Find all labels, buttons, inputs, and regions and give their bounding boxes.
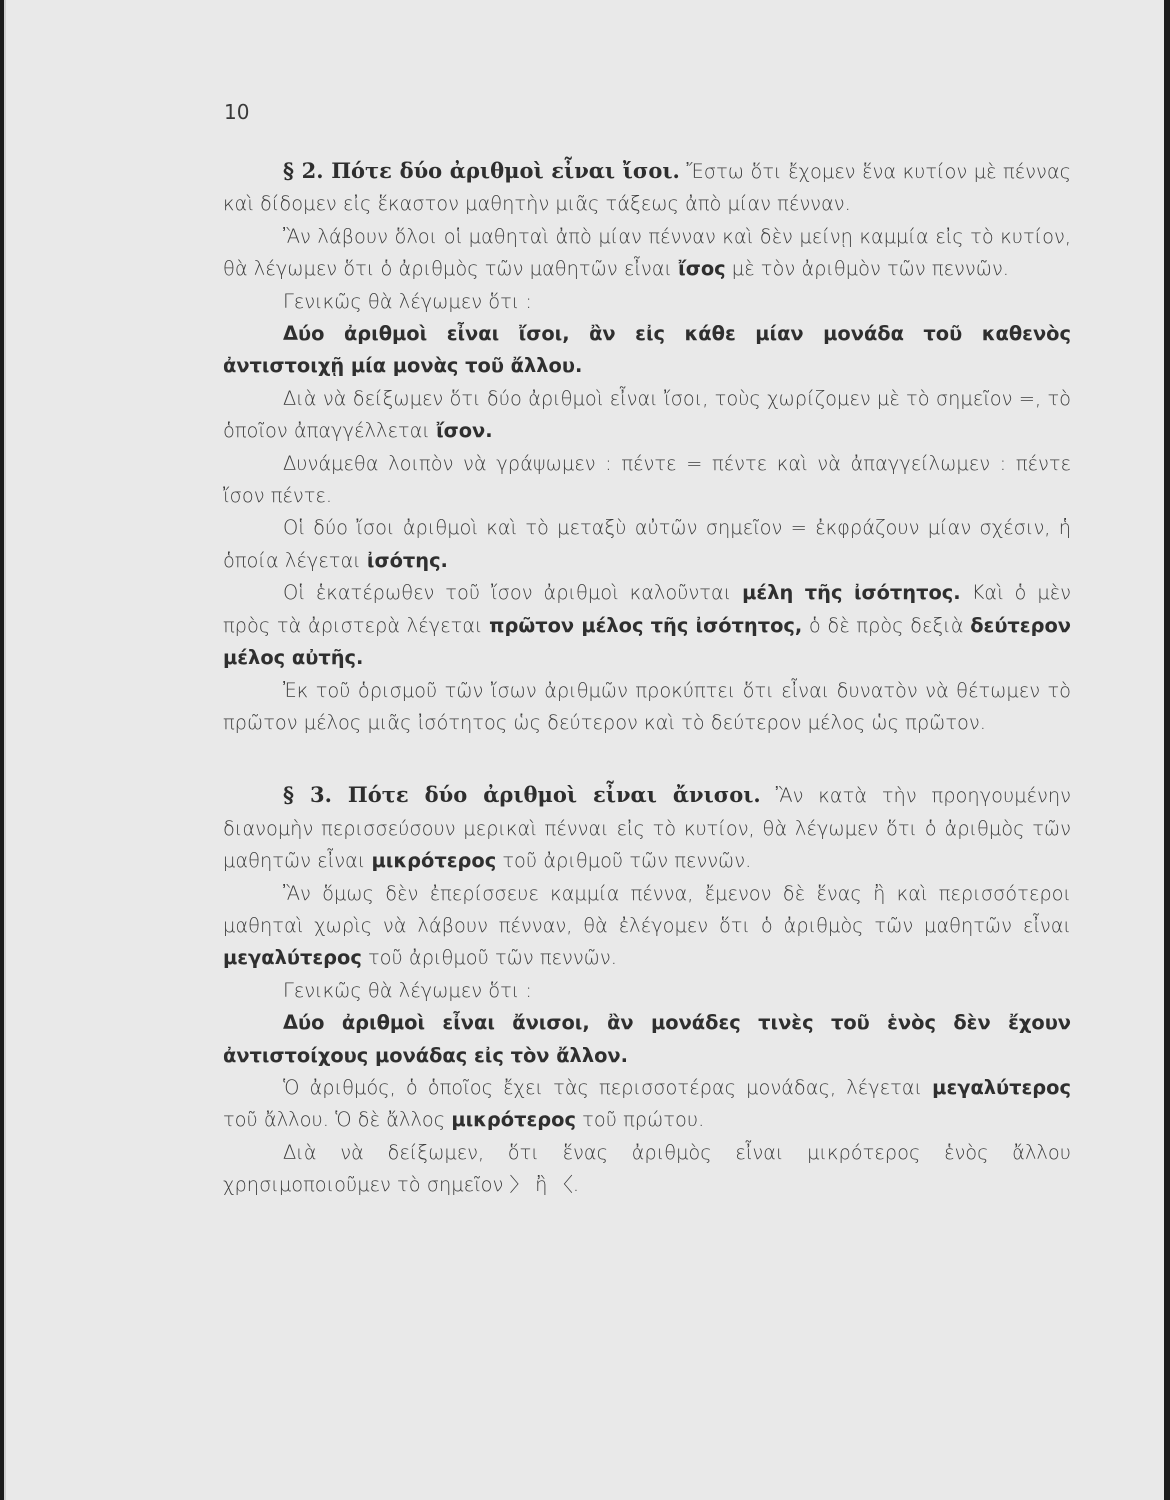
- page-body: [223, 155, 1071, 1202]
- section-2-heading: § 2. Πότε δύο ἀριθμοὶ εἶναι ἴσοι.: [283, 158, 680, 183]
- section-3-intro-paragraph: § 3. Πότε δύο ἀριθμοὶ εἶναι ἄνισοι. Ἂν κατὰ τὴν προηγουμένην διανομὴν περισσεύσουν μερικαὶ πένναι εἰς τὸ κυτίον, θὰ λέγωμεν ὅτι ὁ ἀριθμὸς τῶν μαθητῶν εἶναι μικρότερος τοῦ ἀριθμοῦ τῶν πεννῶν.: [223, 782, 1071, 873]
- paragraph: Ὁ ἀριθμός, ὁ ὁποῖος ἔχει τὰς περισσοτέρας μονάδας, λέγεται μεγαλύτερος τοῦ ἄλλου. Ὁ δὲ ἄλλος μικρότερος τοῦ πρώτου.: [223, 1075, 1071, 1132]
- paragraph: Γενικῶς θὰ λέγωμεν ὅτι :: [283, 289, 532, 313]
- paragraph: Διὰ νὰ δείξωμεν, ὅτι ἕνας ἀριθμὸς εἶναι μικρότερος ἑνὸς ἄλλου χρησιμοποιοῦμεν τὸ σημεῖον 〉 ἢ 〈.: [223, 1140, 1071, 1197]
- page-number: 10: [224, 100, 250, 124]
- book-page: [4, 0, 1164, 1500]
- definition-unequal-numbers: Δύο ἀριθμοὶ εἶναι ἄνισοι, ἂν μονάδες τινὲς τοῦ ἑνὸς δὲν ἔχουν ἀντιστοίχους μονάδας εἰς τὸν ἄλλον.: [223, 1011, 1071, 1067]
- section-2-intro-paragraph: § 2. Πότε δύο ἀριθμοὶ εἶναι ἴσοι. Ἔστω ὅτι ἔχομεν ἕνα κυτίον μὲ πέννας καὶ δίδομεν εἰς ἕκαστον μαθητὴν μιᾶς τάξεως ἀπὸ μίαν πένναν.: [223, 158, 1071, 216]
- paragraph: Δυνάμεθα λοιπὸν νὰ γράψωμεν : πέντε = πέντε καὶ νὰ ἀπαγγείλωμεν : πέντε ἴσον πέντε.: [223, 451, 1071, 508]
- paragraph: Διὰ νὰ δείξωμεν ὅτι δύο ἀριθμοὶ εἶναι ἴσοι, τοὺς χωρίζομεν μὲ τὸ σημεῖον =, τὸ ὁποῖον ἀπαγγέλλεται ἴσον.: [223, 386, 1071, 443]
- paragraph: Οἱ ἑκατέρωθεν τοῦ ἴσον ἀριθμοὶ καλοῦνται μέλη τῆς ἰσότητος. Καὶ ὁ μὲν πρὸς τὰ ἀριστερὰ λέγεται πρῶτον μέλος τῆς ἰσότητος, ὁ δὲ πρὸς δεξιὰ δεύτερον μέλος αὐτῆς.: [223, 581, 1071, 670]
- definition-equal-numbers: Δύο ἀριθμοὶ εἶναι ἴσοι, ἂν εἰς κάθε μίαν μονάδα τοῦ καθενὸς ἀντιστοιχῇ μία μονὰς τοῦ ἄλλου.: [223, 322, 1071, 378]
- section-3-heading: § 3. Πότε δύο ἀριθμοὶ εἶναι ἄνισοι.: [283, 782, 761, 808]
- paragraph: Ἐκ τοῦ ὁρισμοῦ τῶν ἴσων ἀριθμῶν προκύπτει ὅτι εἶναι δυνατὸν νὰ θέτωμεν τὸ πρῶτον μέλος μιᾶς ἰσότητος ὡς δεύτερον καὶ τὸ δεύτερον μέλος ὡς πρῶτον.: [223, 678, 1071, 734]
- paragraph: Γενικῶς θὰ λέγωμεν ὅτι :: [283, 978, 532, 1002]
- paragraph: Οἱ δύο ἴσοι ἀριθμοὶ καὶ τὸ μεταξὺ αὐτῶν σημεῖον = ἐκφράζουν μίαν σχέσιν, ἡ ὁποία λέγεται ἰσότης.: [223, 516, 1071, 572]
- paragraph: Ἂν ὅμως δὲν ἐπερίσσευε καμμία πέννα, ἔμενον δὲ ἕνας ἢ καὶ περισσότεροι μαθηταὶ χωρὶς νὰ λάβουν πένναν, θὰ ἐλέγομεν ὅτι ὁ ἀριθμὸς τῶν μαθητῶν εἶναι μεγαλύτερος τοῦ ἀριθμοῦ τῶν πεννῶν.: [223, 881, 1071, 970]
- paragraph: Ἂν λάβουν ὅλοι οἱ μαθηταὶ ἀπὸ μίαν πένναν καὶ δὲν μείνῃ καμμία εἰς τὸ κυτίον, θὰ λέγωμεν ὅτι ὁ ἀριθμὸς τῶν μαθητῶν εἶναι ἴσος μὲ τὸν ἀριθμὸν τῶν πεννῶν.: [223, 224, 1071, 281]
